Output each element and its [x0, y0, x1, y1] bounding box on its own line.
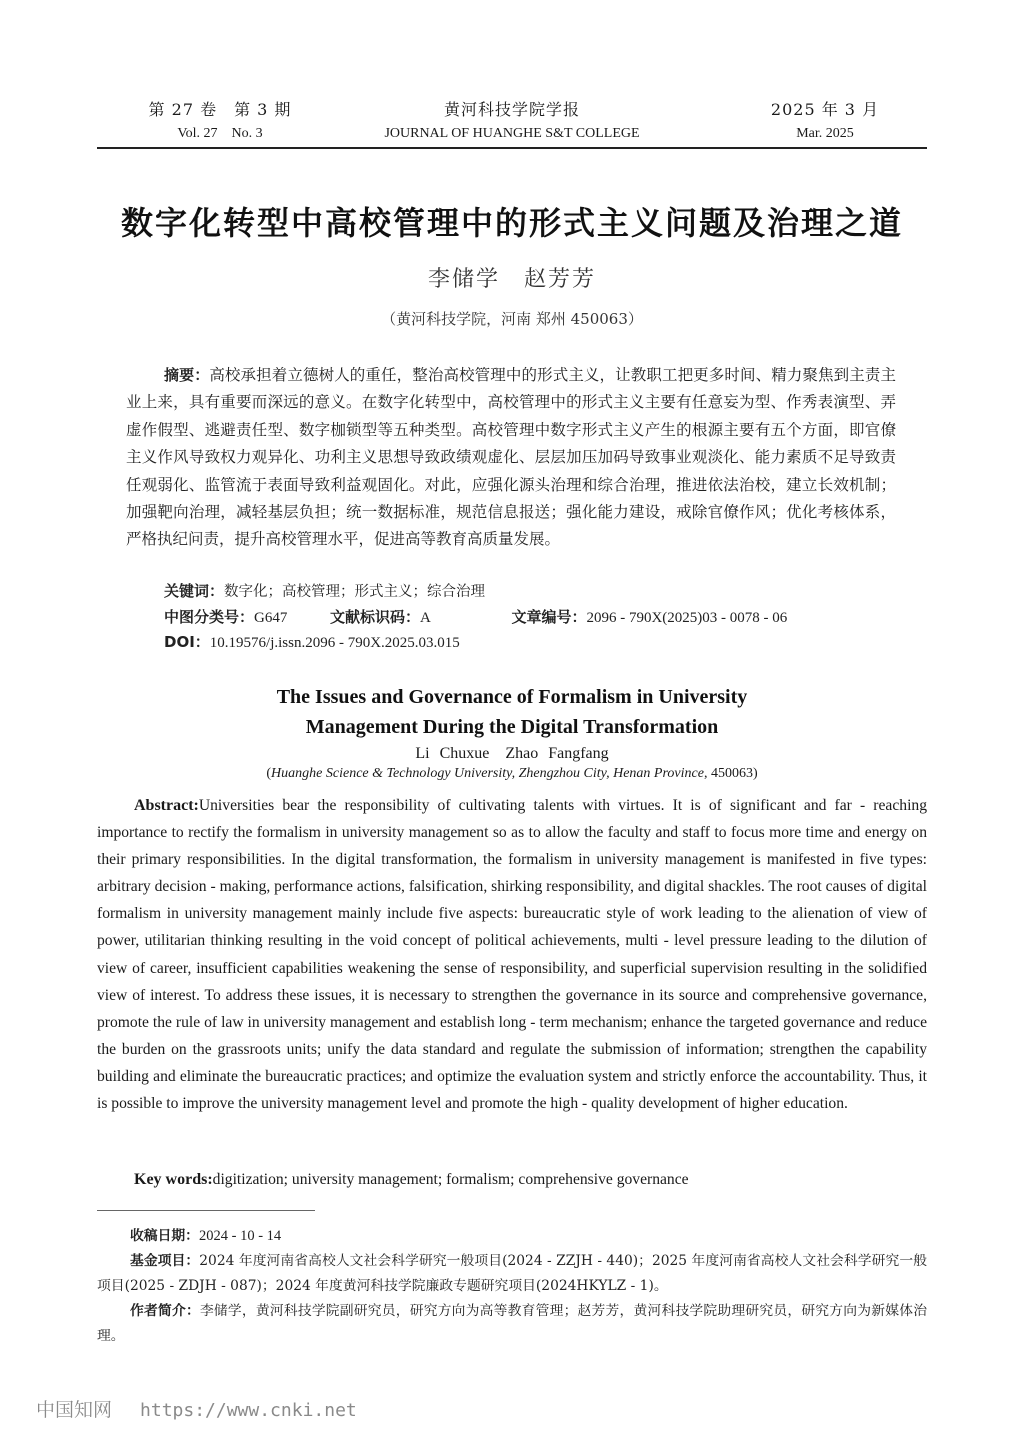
- date-cn: 2025 年 3 月: [770, 100, 880, 119]
- journal-name-cn: 黄河科技学院学报: [443, 100, 580, 119]
- footnote-rule: [97, 1210, 315, 1211]
- footnote-received: [97, 1224, 927, 1249]
- paper-title-en-line1: The Issues and Governance of Formalism in University: [276, 686, 748, 708]
- keywords-en: [134, 1171, 689, 1189]
- doc-code-value: A: [419, 610, 431, 626]
- authors-en: Li Chuxue Zhao Fangfang: [415, 745, 609, 762]
- cnki-watermark: [36, 1395, 357, 1422]
- abstract-en-label: Abstract:: [134, 797, 199, 814]
- received-date: 2024 - 10 - 14: [198, 1228, 282, 1244]
- abstract-en-text: Universities bear the responsibility of cultivating talents with virtues. It is of significant and far - reaching importance to rectify the formalism in university management so as to allow the faculty and staff to focus more time and energy on their primary responsibilities. In the digital transformation, the formalism in university management is manifested in five types: arbitrary decision - making, performance actions, falsification, shirking responsibility, and digital shackles. The root causes of digital formalism in university management mainly include five aspects: bureaucratic style of work leading to the alienation of view of power, utilitarian thinking resulting in the void concept of political achievements, multi - level pressure leading to the dilution of view of career, insufficient capabilities weakening the sense of responsibility, and superficial supervision resulting in the solidified view of interest. To address these issues, it is necessary to strengthen the governance in its source and comprehensive governance, promote the rule of law in university management and establish long - term mechanism; enhance the targeted governance and reduce the burden on the grassroots units; unify the data standard and regulate the submission of information; strengthen the capability building and eliminate the bureaucratic practices; and optimize the evaluation system and strictly enforce the accountability. Thus, it is possible to improve the university management level and promote the high - quality development of higher education.: [97, 797, 927, 1113]
- bio-label: 作者简介：: [130, 1303, 200, 1319]
- journal-name-en: JOURNAL OF HUANGHE S&T COLLEGE: [384, 126, 640, 141]
- paper-title-cn: 数字化转型中高校管理中的形式主义问题及治理之道: [120, 204, 903, 242]
- header-volume: [140, 98, 300, 146]
- clc-value: G647: [254, 610, 288, 626]
- paper-title-en-line2: Management During the Digital Transformation: [305, 716, 719, 738]
- clc-label: 中图分类号：: [164, 608, 255, 626]
- affiliation-en: [0, 766, 1024, 782]
- paper-title-en: [0, 682, 1024, 742]
- watermark-site-name: 中国知网: [36, 1399, 113, 1421]
- header-rule: [97, 147, 927, 149]
- date-en: Mar. 2025: [796, 126, 854, 141]
- doc-code-label: 文献标识码：: [329, 608, 420, 626]
- abstract-cn: [126, 362, 896, 554]
- article-no-label: 文章编号：: [511, 608, 587, 626]
- abstract-cn-label: 摘要：: [164, 366, 210, 384]
- article-no-value: 2096 - 790X(2025)03 - 0078 - 06: [586, 610, 788, 626]
- volume-en: Vol. 27 No. 3: [177, 126, 263, 141]
- authors-cn: 李储学 赵芳芳: [427, 267, 596, 292]
- fund-text: 2024 年度河南省高校人文社会科学研究一般项目(2024 - ZZJH - 440)；2025 年度河南省高校人文社会科学研究一般项目(2025 - ZDJH - 087)；2024 年度黄河科技学院廉政专题研究项目(2024HKYLZ - 1)。: [97, 1253, 927, 1294]
- affiliation-cn: （黄河科技学院，河南 郑州 450063）: [381, 310, 643, 328]
- header-date: [760, 98, 890, 146]
- classification-line: [164, 606, 787, 627]
- footnote-fund: [97, 1249, 927, 1299]
- watermark-url[interactable]: https://www.cnki.net: [140, 1400, 357, 1421]
- received-label: 收稿日期：: [130, 1228, 199, 1244]
- volume-cn: 第 27 卷 第 3 期: [148, 100, 292, 119]
- keywords-cn: [164, 580, 485, 601]
- doi-line: [164, 631, 460, 652]
- doi-label: DOI：: [164, 633, 210, 651]
- footnote-bio: [97, 1299, 927, 1349]
- doi-value[interactable]: 10.19576/j.issn.2096 - 790X.2025.03.015: [209, 635, 460, 651]
- bio-text: 李储学，黄河科技学院副研究员，研究方向为高等教育管理；赵芳芳，黄河科技学院助理研究员，研究方向为新媒体治理。: [97, 1303, 928, 1344]
- fund-label: 基金项目：: [130, 1253, 200, 1269]
- footnotes: [97, 1224, 927, 1349]
- keywords-cn-text: 数字化；高校管理；形式主义；综合治理: [224, 584, 486, 600]
- affiliation-en-open: (: [266, 766, 272, 781]
- keywords-en-text: digitization; university management; formalism; comprehensive governance: [212, 1171, 689, 1188]
- keywords-cn-label: 关键词：: [164, 582, 225, 600]
- abstract-en: [97, 792, 927, 1117]
- affiliation-en-tail: , 450063): [703, 766, 758, 781]
- keywords-en-label: Key words:: [134, 1171, 213, 1188]
- affiliation-en-text: Huanghe Science & Technology University, Zhengzhou City, Henan Province: [271, 766, 704, 781]
- header-journal: [362, 98, 662, 146]
- abstract-cn-text: 高校承担着立德树人的重任，整治高校管理中的形式主义，让教职工把更多时间、精力聚焦到主责主业上来，具有重要而深远的意义。在数字化转型中，高校管理中的形式主义主要有任意妄为型、作秀表演型、弄虚作假型、逃避责任型、数字枷锁型等五种类型。高校管理中数字形式主义产生的根源主要有五个方面，即官僚主义作风导致权力观异化、功利主义思想导致政绩观虚化、层层加压加码导致事业观淡化、能力素质不足导致责任观弱化、监管流于表面导致利益观固化。对此，应强化源头治理和综合治理，推进依法治校，建立长效机制；加强靶向治理，减轻基层负担；统一数据标准，规范信息报送；强化能力建设，戒除官僚作风；优化考核体系，严格执纪问责，提升高校管理水平，促进高等教育高质量发展。: [126, 366, 896, 549]
